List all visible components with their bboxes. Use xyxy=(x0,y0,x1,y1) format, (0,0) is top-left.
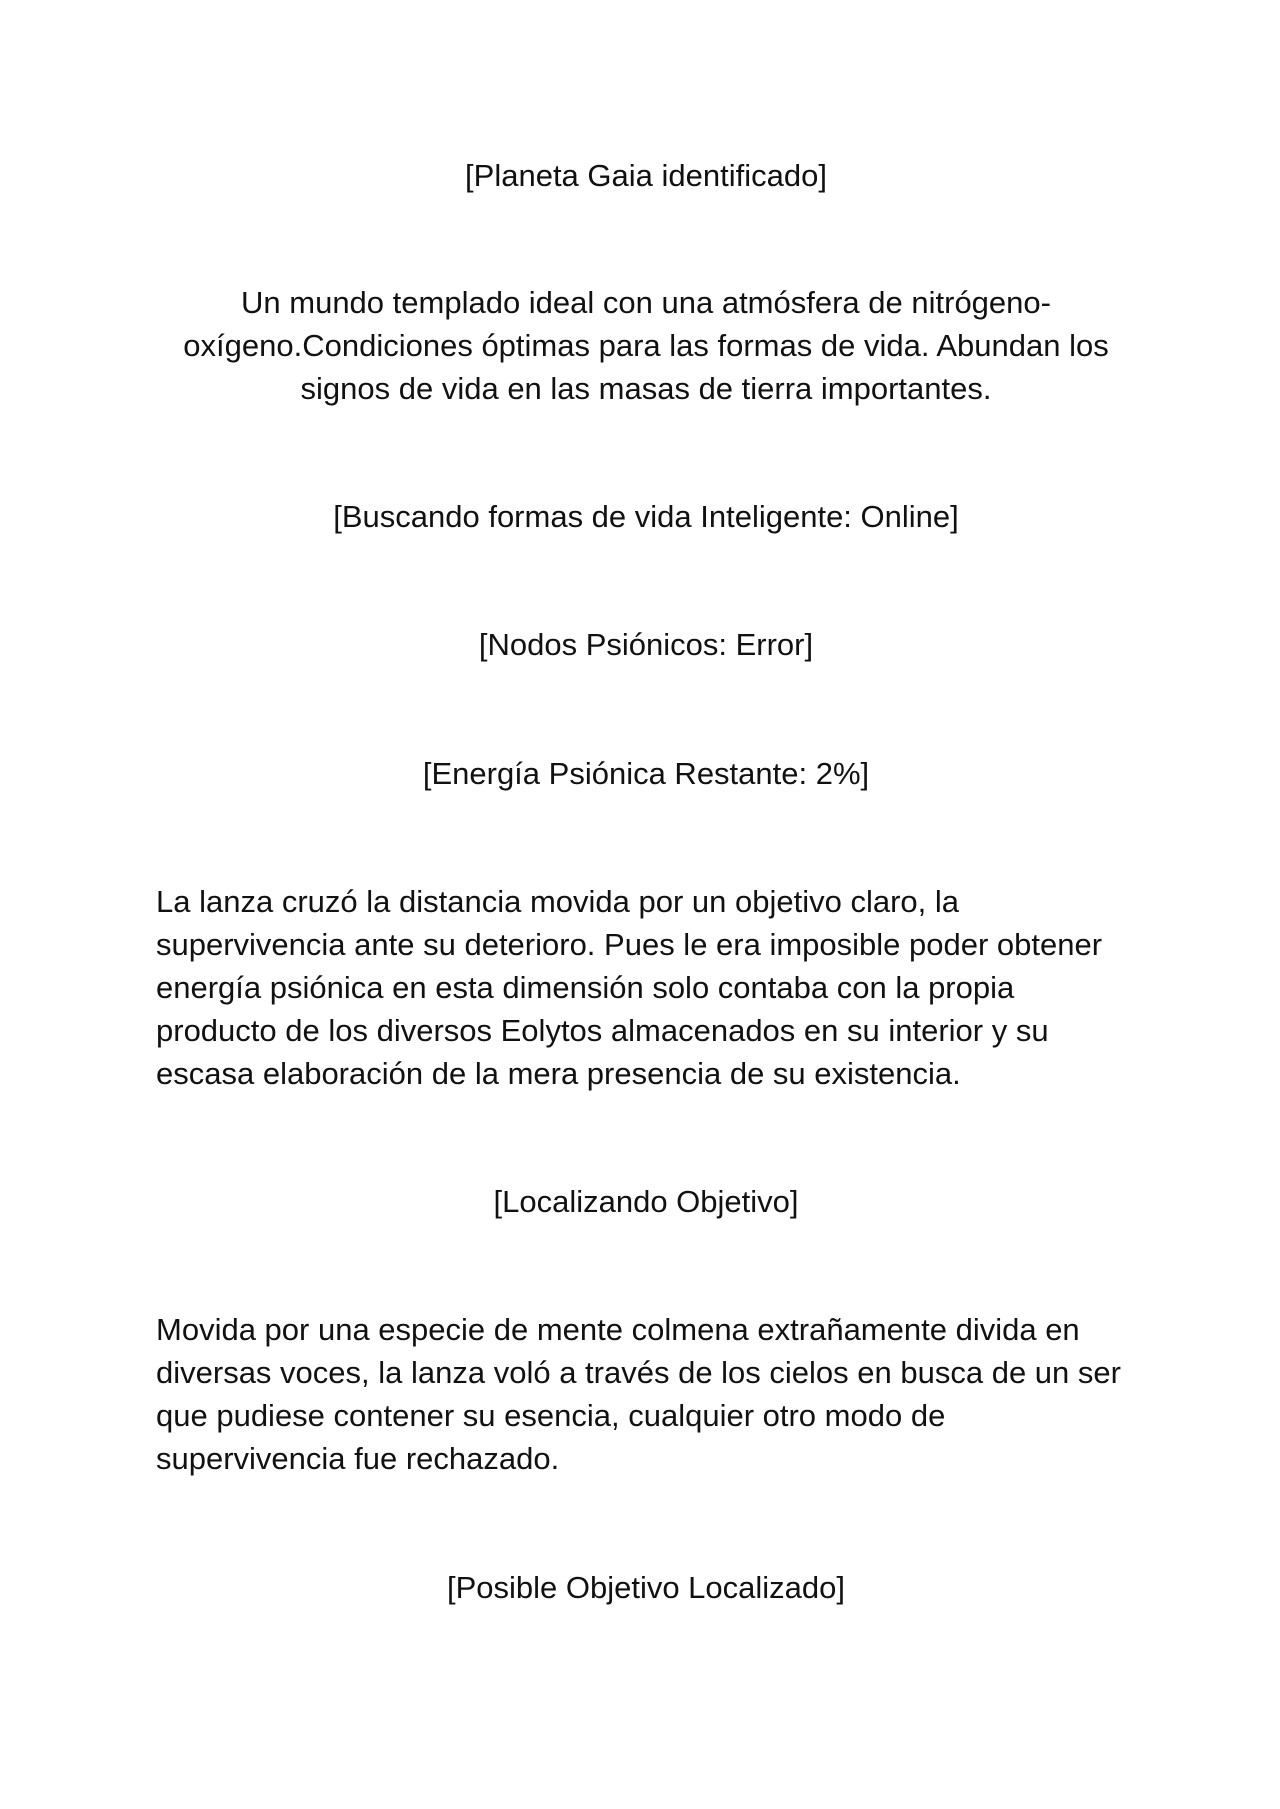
status-line-locating-target: [Localizando Objetivo] xyxy=(493,1184,799,1219)
planet-description-paragraph: Un mundo templado ideal con una atmósfera de nitrógeno-oxígeno.Condiciones óptimas para las formas de vida. Abundan los signos de vida en las masas de tierra importantes. xyxy=(183,285,1109,406)
narrative-paragraph-lance-distance: La lanza cruzó la distancia movida por un objetivo claro, la supervivencia ante su deterioro. Pues le era imposible poder obtener energía psiónica en esta dimensión solo contaba con la propia producto de los diversos Eolytos almacenados en su interior y su escasa elaboración de la mera presencia de su existencia. xyxy=(156,884,1103,1091)
narrative-paragraph-hive-mind: Movida por una especie de mente colmena extrañamente divida en diversas voces, la lanza voló a través de los cielos en busca de un ser que pudiese contener su esencia, cualquier otro modo de supervivencia fue rechazado. xyxy=(156,1312,1121,1476)
status-line-planet-identified: [Planeta Gaia identificado] xyxy=(465,158,827,193)
status-line-searching-lifeforms: [Buscando formas de vida Inteligente: Online] xyxy=(333,499,959,534)
status-line-psionic-nodes: [Nodos Psiónicos: Error] xyxy=(478,627,814,662)
status-line-target-located: [Posible Objetivo Localizado] xyxy=(446,1570,846,1605)
status-line-psionic-energy: [Energía Psiónica Restante: 2%] xyxy=(422,756,870,791)
